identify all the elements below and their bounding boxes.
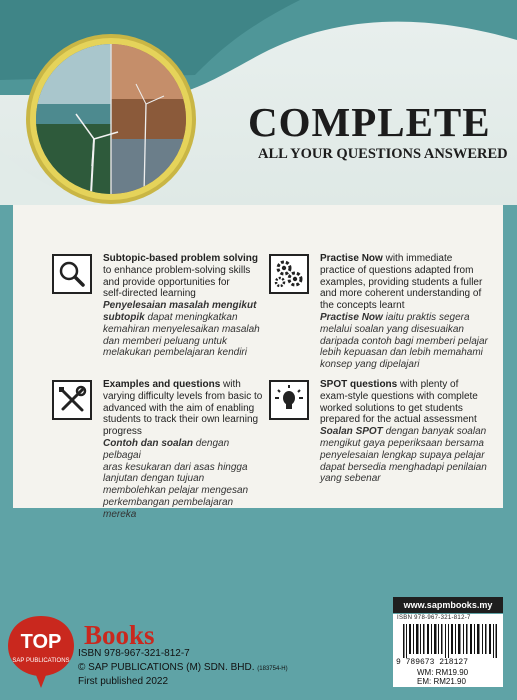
feature-block-4 xyxy=(320,379,502,485)
feature-icon-box-3 xyxy=(52,380,92,420)
feature-malay-line: lanjutan dengan tujuan xyxy=(103,473,205,485)
barcode-graphic xyxy=(403,624,497,658)
feature-malay-line: perkembangan pembelajaran mereka xyxy=(103,496,234,520)
gears-icon xyxy=(271,256,307,292)
feature-line: practice of questions adapted from xyxy=(320,264,474,276)
feature-malay-heading-1b: subtopik xyxy=(103,311,145,323)
copyright-line xyxy=(78,662,288,673)
price-wm: WM: RM19.90 xyxy=(417,668,469,677)
lightbulb-icon xyxy=(271,382,307,418)
feature-malay-line: dapat bersedia menghadapi penilaian xyxy=(320,461,487,473)
feature-malay-line: mengikut gaya peperiksaan bersama xyxy=(320,437,484,449)
feature-malay-line: melakukan pembelajaran kendiri xyxy=(103,347,247,359)
feature-line: examples, providing students a fuller xyxy=(320,276,483,288)
feature-malay-line: lebih kepuasan dan lebih memahami xyxy=(320,347,483,359)
book-title: COMPLETE xyxy=(248,99,491,145)
feature-malay-line: aras kesukaran dari asas hingga xyxy=(103,461,248,473)
feature-malay-inline: dengan pelbagai xyxy=(103,437,230,461)
feature-heading-tail: with plenty of xyxy=(400,379,459,390)
feature-block-2 xyxy=(320,253,502,371)
isbn-text: ISBN 978-967-321-812-7 xyxy=(78,648,190,659)
logo-top-text: TOP xyxy=(20,631,62,653)
logo-books-text: Books xyxy=(84,620,155,650)
feature-line: progress xyxy=(103,426,142,438)
landscape-image xyxy=(36,44,186,194)
feature-malay-inline: dapat meningkatkan xyxy=(147,311,238,323)
magnifier-icon xyxy=(54,256,90,292)
feature-line: advanced with the aim of enabling xyxy=(103,402,255,414)
feature-block-3 xyxy=(103,379,263,521)
feature-heading-2: Practise Now xyxy=(320,253,383,264)
feature-heading-4: SPOT questions xyxy=(320,379,398,390)
top-books-logo xyxy=(0,612,82,692)
feature-icon-box-2 xyxy=(269,254,309,294)
feature-icon-box-1 xyxy=(52,254,92,294)
tools-icon xyxy=(54,382,90,418)
feature-line: students to track their own learning xyxy=(103,414,259,426)
book-subtitle: ALL YOUR QUESTIONS ANSWERED xyxy=(258,146,508,162)
feature-malay-line: daripada contoh bagi memberi pelajar xyxy=(320,335,488,347)
feature-malay-line: dan memberi peluang untuk xyxy=(103,335,227,347)
feature-line: prepared for the actual assessment xyxy=(320,414,477,426)
feature-heading-tail: with xyxy=(223,379,241,390)
feature-line: the concepts learnt xyxy=(320,300,405,312)
feature-malay-line: konsep yang dipelajari xyxy=(320,359,420,371)
feature-malay-inline: dengan banyak soalan xyxy=(385,426,487,438)
feature-malay-line: yang sebenar xyxy=(320,473,381,485)
copyright-text: © SAP PUBLICATIONS (M) SDN. BHD. xyxy=(78,662,255,673)
feature-line: to enhance problem-solving skills xyxy=(103,264,251,276)
feature-icon-box-4 xyxy=(269,380,309,420)
feature-line: and provide opportunities for xyxy=(103,276,230,288)
feature-heading-tail: with immediate xyxy=(385,253,453,264)
feature-line: exam-style questions with complete xyxy=(320,390,478,402)
feature-heading-1: Subtopic-based problem solving xyxy=(103,253,259,264)
feature-malay-line: penyelesaian lengkap supaya pelajar xyxy=(320,449,485,461)
feature-line: worked solutions to get students xyxy=(320,402,463,414)
feature-malay-inline: iaitu praktis segera xyxy=(385,311,470,323)
isbn-digits: 9 789673 218127 xyxy=(396,658,469,667)
company-reg-no: (183754-H) xyxy=(257,666,288,672)
isbn-label: ISBN 978-967-321-812-7 xyxy=(397,615,471,621)
feature-line: varying difficulty levels from basic to xyxy=(103,390,263,402)
first-published: First published 2022 xyxy=(78,676,169,687)
feature-malay-heading-2: Practise Now xyxy=(320,311,383,323)
feature-block-1 xyxy=(103,253,263,359)
feature-heading-3: Examples and questions xyxy=(103,379,221,390)
publisher-website: www.sapmbooks.my xyxy=(393,597,503,613)
feature-malay-line: membolehkan pelajar mengesan xyxy=(103,485,249,497)
feature-line: and more coherent understanding of xyxy=(320,288,482,300)
barcode-panel xyxy=(393,614,503,687)
feature-malay-heading-1: Penyelesaian masalah mengikut xyxy=(103,300,257,312)
feature-malay-line: kemahiran menyelesaikan masalah xyxy=(103,323,260,335)
price-em: EM: RM21.90 xyxy=(417,677,466,686)
wind-turbine-photo xyxy=(30,38,192,200)
feature-line: self-directed learning xyxy=(103,288,196,300)
logo-sub-text: SAP PUBLICATIONS xyxy=(12,658,70,664)
feature-malay-heading-3: Contoh dan soalan xyxy=(103,437,193,449)
feature-malay-line: melalui soalan yang disesuaikan xyxy=(320,323,464,335)
feature-malay-heading-4: Soalan SPOT xyxy=(320,426,383,438)
